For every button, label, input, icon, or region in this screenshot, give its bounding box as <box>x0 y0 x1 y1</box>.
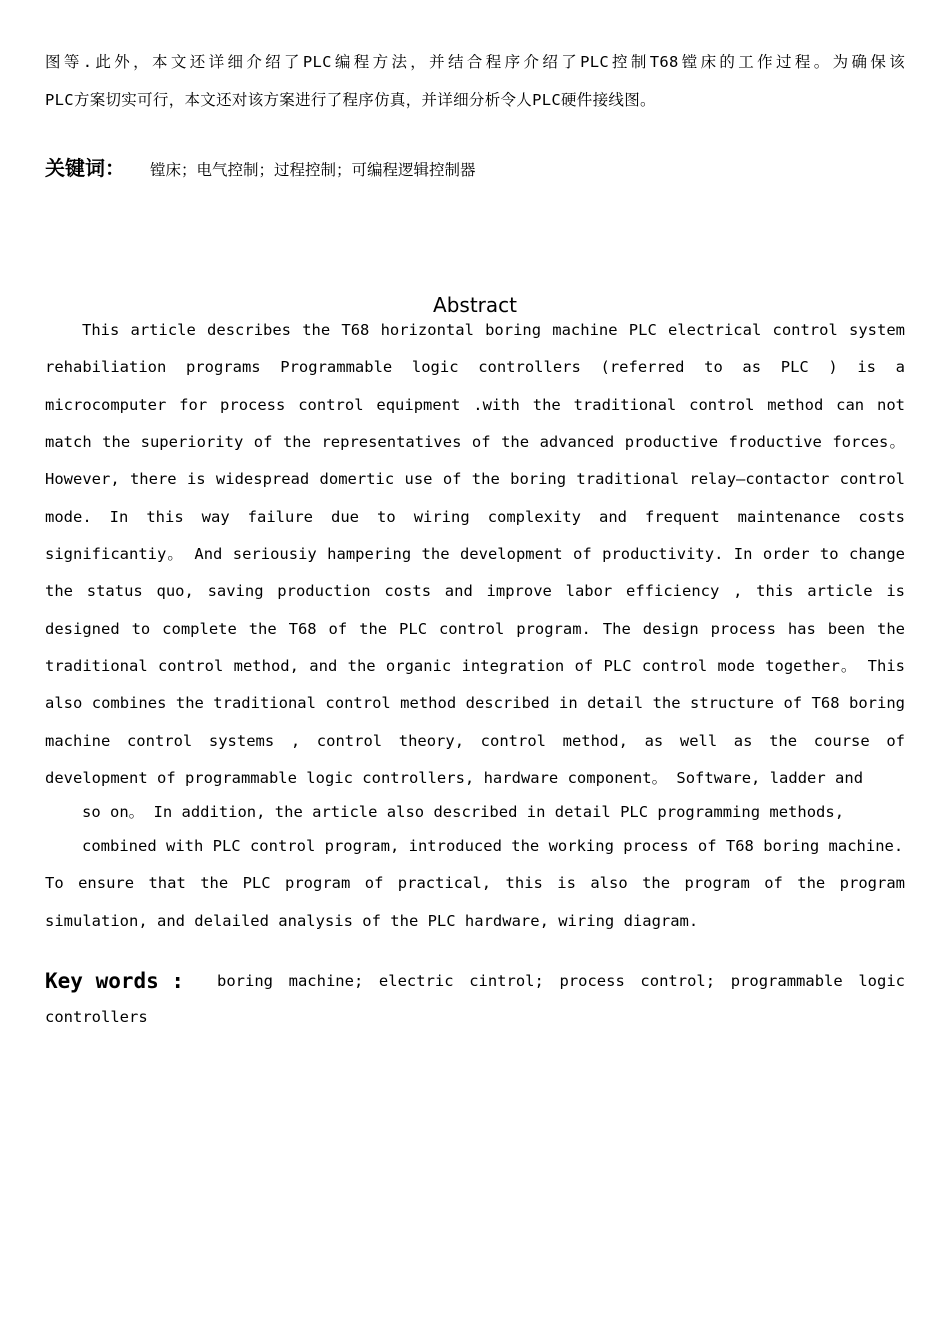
abstract-line: mode. In this way failure due to wiring complexity and frequent maintenance costs <box>45 508 905 526</box>
chinese-keywords-label: 关键词： <box>45 156 125 180</box>
abstract-line: combined with PLC control program, introduced the working process of T68 boring machine. <box>82 837 904 855</box>
abstract-line: designed to complete the T68 of the PLC control program. The design process has been the <box>45 620 905 638</box>
abstract-line: significantiy。 And seriousiy hampering the development of productivity. In order to change <box>45 545 905 563</box>
abstract-line: To ensure that the PLC program of practical, this is also the program of the program <box>45 874 905 892</box>
abstract-title: Abstract <box>433 293 517 317</box>
abstract-line: However, there is widespread domertic use of the boring traditional relay—contactor control <box>45 470 905 488</box>
english-keywords-value-line-2: controllers <box>45 1008 148 1026</box>
abstract-line: simulation, and delailed analysis of the PLC hardware, wiring diagram. <box>45 912 699 930</box>
abstract-line: microcomputer for process control equipment .with the traditional control method can not <box>45 396 905 414</box>
abstract-line: match the superiority of the representatives of the advanced productive froductive forces。 <box>45 433 905 451</box>
chinese-abstract-line-2: PLC方案切实可行，本文还对该方案进行了程序仿真，并详细分析令人PLC硬件接线图。 <box>45 91 656 109</box>
chinese-keywords-value: 镗床；电气控制；过程控制；可编程逻辑控制器 <box>150 161 476 179</box>
abstract-line: traditional control method, and the organic integration of PLC control mode together。 This <box>45 657 905 675</box>
abstract-line: the status quo, saving production costs and improve labor efficiency , this article is <box>45 582 905 600</box>
abstract-line: also combines the traditional control method described in detail the structure of T68 boring <box>45 694 905 712</box>
english-keywords-value-line-1: boring machine; electric cintrol; process control; programmable logic <box>217 972 905 990</box>
abstract-line: machine control systems , control theory, control method, as well as the course of <box>45 732 905 750</box>
abstract-line: This article describes the T68 horizontal boring machine PLC electrical control system <box>82 321 905 339</box>
abstract-line: rehabiliation programs Programmable logic controllers (referred to as PLC ) is a <box>45 358 905 376</box>
abstract-line: development of programmable logic controllers, hardware component。 Software, ladder and <box>45 769 864 787</box>
chinese-abstract-line-1: 图等.此外，本文还详细介绍了PLC编程方法，并结合程序介绍了PLC控制T68镗床的工作过程。为确保该 <box>45 53 905 71</box>
abstract-line: so on。 In addition, the article also described in detail PLC programming methods, <box>82 803 845 821</box>
english-keywords-label: Key words : <box>45 969 185 993</box>
